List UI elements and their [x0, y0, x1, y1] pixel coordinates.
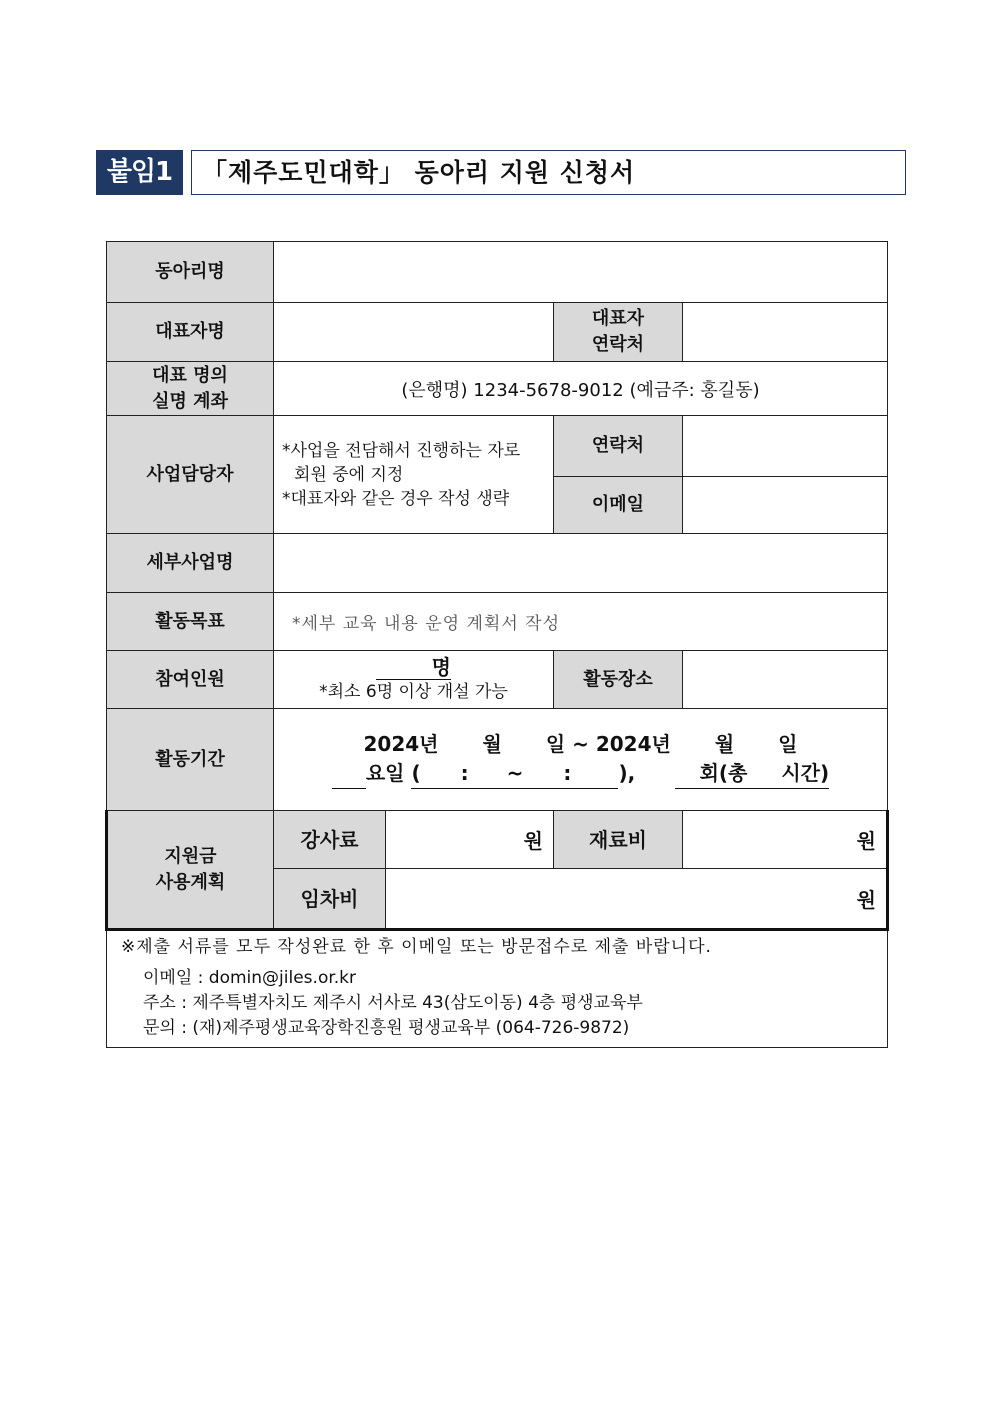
lecture-fee-field[interactable]: 원: [386, 811, 554, 869]
period-dates: 2024년 월 일 ~ 2024년 월 일: [363, 732, 798, 756]
rent-fee-label: 임차비: [274, 869, 386, 930]
contact-address: 주소 : 제주특별자치도 제주시 서사로 43(삼도이동) 4층 평생교육부: [143, 993, 643, 1013]
period-label: 활동기간: [107, 709, 274, 811]
venue-field[interactable]: [683, 651, 888, 709]
account-field[interactable]: (은행명) 1234-5678-9012 (예금주: 홍길동): [274, 362, 888, 416]
club-name-field[interactable]: [274, 242, 888, 303]
manager-label: 사업담당자: [107, 416, 274, 534]
rep-contact-label: 대표자 연락처: [554, 303, 683, 362]
attachment-badge: 붙임1: [96, 150, 183, 195]
subproject-field[interactable]: [274, 534, 888, 593]
manager-email-label: 이메일: [554, 477, 683, 534]
participants-field[interactable]: [274, 651, 554, 709]
participants-label: 참여인원: [107, 651, 274, 709]
manager-contact-field[interactable]: [683, 416, 888, 477]
manager-contact-label: 연락처: [554, 416, 683, 477]
subproject-label: 세부사업명: [107, 534, 274, 593]
goal-field[interactable]: *세부 교육 내용 운영 계획서 작성: [274, 593, 888, 651]
goal-label: 활동목표: [107, 593, 274, 651]
rep-name-label: 대표자명: [107, 303, 274, 362]
period-field[interactable]: [274, 709, 888, 811]
lecture-fee-label: 강사료: [274, 811, 386, 869]
club-name-label: 동아리명: [107, 242, 274, 303]
rent-fee-field[interactable]: 원: [386, 869, 888, 930]
document-header: [96, 150, 896, 195]
budget-label: 지원금 사용계획: [107, 811, 274, 930]
contact-inquiry: 문의 : (재)제주평생교육장학진흥원 평생교육부 (064-726-9872): [143, 1018, 630, 1038]
material-fee-field[interactable]: 원: [683, 811, 888, 869]
manager-notes[interactable]: *사업을 전담해서 진행하는 자로 회원 중에 지정 *대표자와 같은 경우 작성 생략: [274, 416, 554, 534]
participants-note: *최소 6명 이상 개설 가능: [319, 682, 508, 702]
application-form: [105, 241, 889, 1048]
rep-name-field[interactable]: [274, 303, 554, 362]
submission-notice: [107, 930, 888, 1048]
notice-text: ※제출 서류를 모두 작성완료 한 후 이메일 또는 방문접수로 제출 바랍니다.: [121, 937, 712, 957]
document-title: 「제주도민대학」 동아리 지원 신청서: [191, 150, 906, 195]
material-fee-label: 재료비: [554, 811, 683, 869]
rep-contact-field[interactable]: [683, 303, 888, 362]
contact-email: 이메일 : domin@jiles.or.kr: [143, 968, 357, 988]
venue-label: 활동장소: [554, 651, 683, 709]
period-times: 요일 ( : ~ : ), 회(총 시간): [274, 759, 887, 789]
participants-unit: 명: [376, 655, 451, 680]
manager-email-field[interactable]: [683, 477, 888, 534]
account-label: 대표 명의 실명 계좌: [107, 362, 274, 416]
